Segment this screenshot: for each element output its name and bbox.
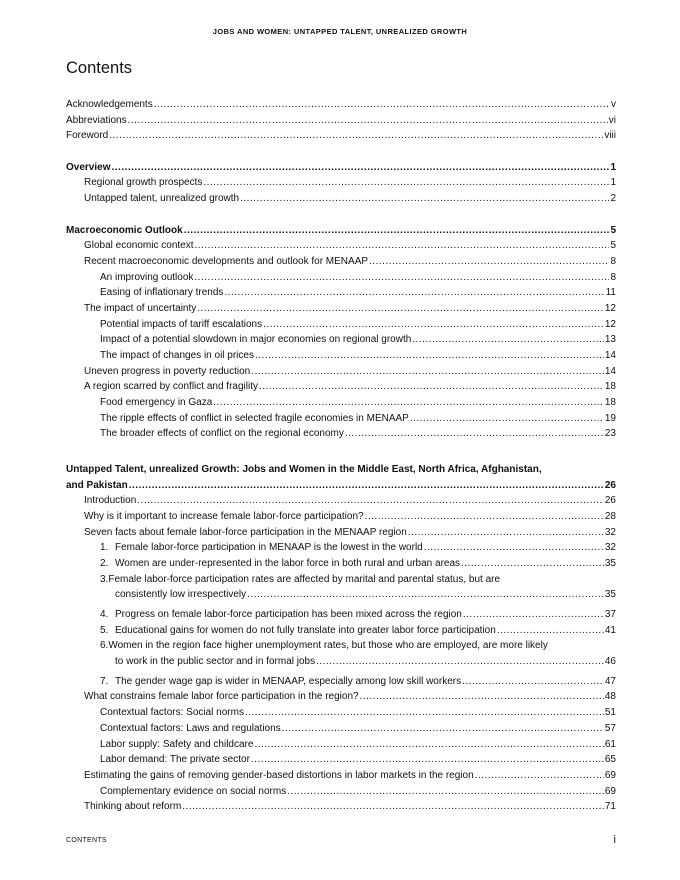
toc-entry-page: v [611, 99, 616, 110]
toc-entry-label: Labor supply: Safety and childcare [100, 738, 254, 750]
fact-number: 7. [100, 675, 109, 687]
toc-entry-label: Macroeconomic Outlook [66, 224, 183, 236]
toc-entry-abbreviations[interactable] [66, 113, 616, 129]
toc-heading-untapped-talent[interactable] [66, 478, 616, 494]
toc-entry-label: What constrains female labor force participation in the region? [84, 691, 359, 703]
toc-entry[interactable] [66, 768, 616, 784]
toc-entry[interactable] [66, 301, 616, 317]
toc-entry-foreword[interactable] [66, 128, 616, 144]
toc-entry-page: 69 [604, 785, 616, 797]
table-of-contents [66, 97, 616, 815]
toc-entry-page: 8 [610, 255, 616, 267]
toc-entry[interactable] [66, 191, 616, 207]
fact-number: 6. [100, 640, 109, 652]
fact-number: 4. [100, 609, 109, 620]
toc-entry[interactable] [66, 332, 616, 348]
toc-entry-label: Progress on female labor-force participation has been mixed across the region [115, 609, 462, 620]
toc-entry-label: Foreword [66, 130, 109, 142]
toc-entry[interactable] [66, 348, 616, 364]
toc-entry-label: Untapped talent, unrealized growth [84, 193, 240, 205]
toc-entry-page: 71 [604, 801, 616, 813]
toc-entry[interactable] [66, 721, 616, 737]
toc-entry-label: Labor demand: The private sector [100, 754, 250, 766]
toc-entry-label: Uneven progress in poverty reduction [84, 365, 251, 377]
toc-entry-label: Contextual factors: Social norms [100, 707, 244, 719]
toc-entry[interactable] [66, 784, 616, 800]
toc-entry[interactable] [66, 270, 616, 286]
toc-entry[interactable] [66, 426, 616, 442]
toc-entry-label: The impact of changes in oil prices [100, 350, 254, 361]
toc-entry-page: 1 [610, 177, 616, 189]
toc-entry-page: 8 [610, 271, 616, 283]
toc-entry-page: 18 [604, 397, 616, 409]
toc-entry[interactable] [66, 737, 616, 753]
fact-number: 2. [100, 557, 109, 569]
toc-entry[interactable] [66, 493, 616, 509]
toc-entry-page: vi [608, 114, 616, 126]
footer-page-number: i [613, 834, 616, 846]
toc-entry-label: Female labor-force participation in MENAAP is the lowest in the world [115, 542, 423, 554]
toc-heading-macroeconomic-outlook[interactable] [66, 223, 616, 239]
toc-entry-page: 26 [604, 479, 616, 491]
toc-entry[interactable] [66, 705, 616, 721]
toc-entry-page: 13 [604, 334, 616, 346]
toc-entry-label: The ripple effects of conflict in selected fragile economies in MENAAP [100, 412, 409, 424]
toc-entry[interactable] [66, 364, 616, 380]
toc-entry-label: Food emergency in Gaza [100, 397, 213, 409]
toc-entry-page: 48 [604, 691, 616, 703]
toc-entry-page: 26 [604, 495, 616, 507]
toc-entry-page: 11 [605, 287, 616, 299]
toc-entry-page: 1 [610, 161, 616, 173]
toc-entry-label: Estimating the gains of removing gender-based distortions in labor markets in the region [84, 769, 474, 781]
toc-entry-label: consistently low irrespectively [115, 589, 247, 601]
toc-entry[interactable] [66, 254, 616, 270]
toc-entry-page: 12 [604, 302, 616, 314]
toc-entry[interactable] [66, 411, 616, 427]
toc-entry-page: 14 [604, 350, 616, 361]
toc-entry-label: Recent macroeconomic developments and outlook for MENAAP [84, 255, 369, 267]
toc-entry[interactable] [66, 689, 616, 705]
toc-entry-label: to work in the public sector and in formal jobs [115, 656, 316, 668]
toc-fact-entry[interactable] [66, 556, 616, 572]
toc-entry-label: Global economic context [84, 240, 194, 252]
toc-fact-entry[interactable] [66, 540, 616, 556]
toc-entry-label: Impact of a potential slowdown in major economies on regional growth [100, 334, 412, 346]
toc-entry-page: 35 [604, 589, 616, 601]
toc-entry[interactable] [66, 799, 616, 815]
toc-entry-page: 28 [604, 510, 616, 522]
toc-entry-label: Complementary evidence on social norms [100, 785, 287, 797]
toc-entry-page: 2 [610, 193, 616, 205]
toc-entry-label: Seven facts about female labor-force participation in the MENAAP region [84, 526, 407, 538]
toc-entry-label: Contextual factors: Laws and regulations [100, 722, 281, 734]
toc-fact-entry[interactable] [66, 607, 616, 623]
toc-entry-label: Why is it important to increase female labor-force participation? [84, 510, 364, 522]
toc-entry-label: A region scarred by conflict and fragility [84, 381, 258, 393]
toc-fact-entry-line1[interactable] [66, 638, 616, 654]
toc-entry-page: 69 [604, 769, 616, 781]
toc-entry-label: The broader effects of conflict on the regional economy [100, 428, 344, 440]
toc-fact-entry[interactable] [66, 674, 616, 690]
toc-entry-page: 41 [604, 624, 616, 636]
toc-entry-label: Educational gains for women do not fully translate into greater labor force participation [115, 624, 496, 636]
toc-entry-label: The impact of uncertainty [84, 302, 197, 314]
toc-entry[interactable] [66, 317, 616, 333]
toc-heading-overview[interactable] [66, 160, 616, 176]
toc-entry[interactable] [66, 395, 616, 411]
toc-entry[interactable] [66, 525, 616, 541]
fact-number: 5. [100, 624, 109, 636]
toc-entry-page: 5 [610, 240, 616, 252]
toc-fact-entry-line1[interactable] [66, 572, 616, 588]
toc-entry-page: viii [604, 130, 616, 142]
toc-entry[interactable] [66, 175, 616, 191]
toc-entry[interactable] [66, 379, 616, 395]
toc-entry[interactable] [66, 238, 616, 254]
toc-entry-page: 35 [604, 557, 616, 569]
toc-entry-page: 19 [604, 412, 616, 424]
toc-entry-page: 46 [604, 656, 616, 668]
toc-entry-label: Abbreviations [66, 114, 127, 126]
toc-entry-label: Women in the region face higher unemployment rates, but those who are employed, are more likely [108, 640, 548, 652]
fact-number: 3. [100, 573, 109, 585]
toc-entry-label: Regional growth prospects [84, 177, 203, 189]
toc-entry-label: Thinking about reform [84, 801, 182, 813]
toc-entry-page: 14 [604, 365, 616, 377]
toc-entry-page: 61 [604, 738, 616, 750]
toc-entry[interactable] [66, 752, 616, 768]
footer-section-label: CONTENTS [66, 837, 107, 844]
toc-entry-page: 5 [610, 224, 616, 236]
running-head: JOBS AND WOMEN: UNTAPPED TALENT, UNREALIZED GROWTH [212, 27, 468, 36]
toc-entry-label: Female labor-force participation rates are affected by marital and parental status, but are [108, 573, 501, 585]
toc-entry-page: 51 [604, 707, 616, 719]
toc-entry-page: 32 [604, 526, 616, 538]
fact-number: 1. [100, 542, 109, 554]
toc-entry-page: 47 [604, 675, 616, 687]
toc-entry-label: and Pakistan [66, 479, 128, 491]
page-title: Contents [66, 59, 133, 77]
toc-entry-label: Easing of inflationary trends [100, 287, 224, 299]
toc-entry-acknowledgements[interactable] [66, 97, 616, 113]
toc-entry-label: Potential impacts of tariff escalations [100, 318, 263, 330]
toc-fact-entry[interactable] [66, 623, 616, 639]
toc-entry-label: An improving outlook [100, 271, 194, 283]
toc-entry-page: 32 [604, 542, 616, 554]
toc-entry-label: Women are under-represented in the labor force in both rural and urban areas [115, 557, 461, 569]
toc-fact-entry[interactable] [66, 654, 616, 670]
toc-entry-page: 23 [604, 428, 616, 440]
toc-heading-untapped-talent-line1[interactable]: Untapped Talent, unrealized Growth: Jobs and Women in the Middle East, North Africa, Afghanistan, [66, 463, 542, 475]
toc-entry-page: 37 [604, 609, 616, 620]
toc-entry-page: 12 [604, 318, 616, 330]
toc-entry-label: Overview [66, 161, 111, 173]
toc-fact-entry[interactable] [66, 587, 616, 603]
toc-entry-label: Acknowledgements [66, 99, 153, 110]
toc-entry[interactable] [66, 509, 616, 525]
toc-entry-page: 18 [604, 381, 616, 393]
toc-entry-page: 57 [604, 722, 616, 734]
toc-entry-label: Introduction [84, 495, 137, 507]
toc-entry[interactable] [66, 285, 616, 301]
toc-entry-page: 65 [604, 754, 616, 766]
toc-entry-label: The gender wage gap is wider in MENAAP, especially among low skill workers [115, 675, 462, 687]
